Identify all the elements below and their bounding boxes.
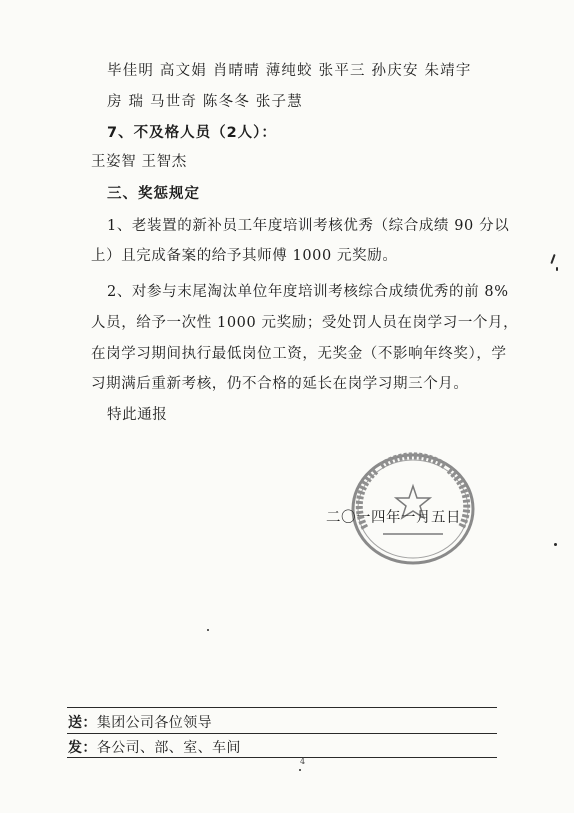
paragraph-2-line-3: 在岗学习期间执行最低岗位工资，无奖金（不影响年终奖），学 [91, 346, 507, 362]
page-number: 4 [300, 757, 306, 766]
scan-speck [207, 629, 209, 631]
names-line-2: 房 瑞 马世奇 陈冬冬 张子慧 [107, 94, 303, 110]
footer-cc-line [68, 737, 241, 757]
paragraph-2-line-4: 习期满后重新考核，仍不合格的延长在岗学习期三个月。 [91, 376, 469, 392]
scan-speck [554, 543, 557, 546]
footer-send-line [68, 712, 212, 732]
paragraph-1-line-2: 上）且完成备案的给予其师傅 1000 元奖励。 [91, 248, 398, 264]
paragraph-2-line-2: 人员，给予一次性 1000 元奖励；受处罚人员在岗学习一个月， [91, 315, 519, 331]
scan-speck [299, 769, 301, 771]
section-3-heading: 三、奖惩规定 [107, 186, 200, 202]
section-7-heading: 7、不及格人员（2人）： [107, 125, 277, 141]
cc-label: 发： [68, 740, 97, 756]
footer-rule-top [67, 707, 497, 708]
send-recipients: 集团公司各位领导 [96, 715, 213, 731]
footer-rule-middle [67, 733, 497, 734]
send-label: 送： [68, 715, 97, 731]
scan-speck [550, 254, 555, 264]
names-line-1: 毕佳明 高文娟 肖晴晴 薄纯蛟 张平三 孙庆安 朱靖宇 [107, 63, 472, 79]
scan-speck [556, 267, 558, 271]
failed-names: 王姿智 王智杰 [91, 154, 187, 170]
paragraph-1-line-1: 1、老装置的新补员工年度培训考核优秀（综合成绩 90 分以 [107, 218, 510, 234]
document-date: 二〇一四年一月五日 [326, 510, 461, 526]
closing-remark: 特此通报 [107, 407, 168, 423]
paragraph-2-line-1: 2、对参与末尾淘汰单位年度培训考核综合成绩优秀的前 8% [107, 284, 509, 300]
footer-rule-bottom [67, 757, 497, 758]
cc-recipients: 各公司、部、室、车间 [96, 740, 241, 756]
